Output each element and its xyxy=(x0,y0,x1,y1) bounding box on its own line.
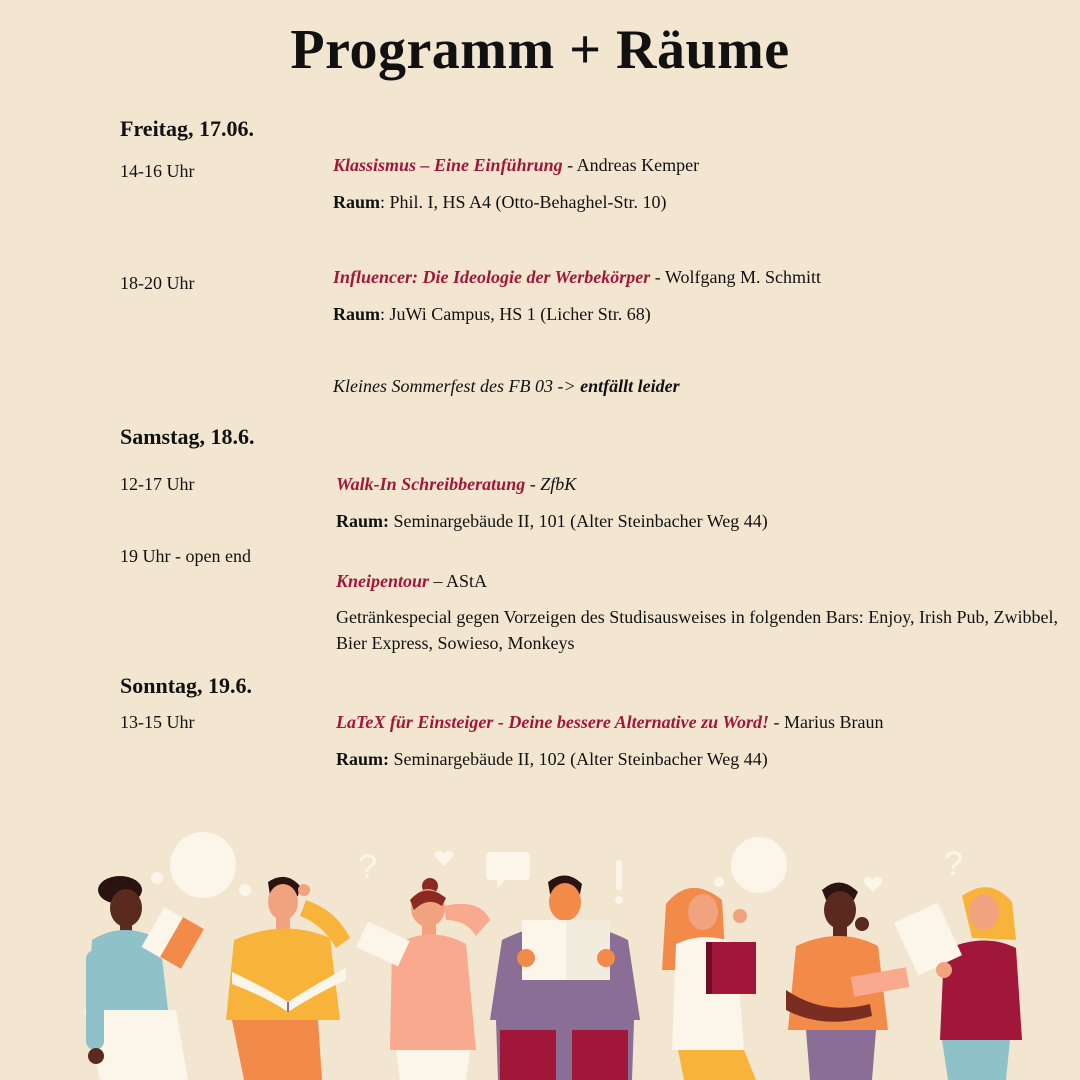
thought-bubble-icon xyxy=(731,837,787,893)
event-speaker: ZfbK xyxy=(540,474,577,494)
note-cancelled: entfällt leider xyxy=(580,376,680,396)
reader-figure xyxy=(84,876,204,1080)
day-heading-sunday: Sonntag, 19.6. xyxy=(120,673,253,698)
readers-illustration xyxy=(0,820,1080,1080)
event-time: 19 Uhr - open end xyxy=(120,546,251,566)
day-heading-friday: Freitag, 17.06. xyxy=(120,116,255,141)
room-value: : JuWi Campus, HS 1 (Licher Str. 68) xyxy=(380,304,651,324)
event-title-line xyxy=(336,474,576,495)
event-title: Klassismus – Eine Einführung xyxy=(333,155,563,175)
reader-figure xyxy=(356,878,490,1080)
heart-icon xyxy=(435,851,453,866)
page-title: Programm + Räume xyxy=(290,19,790,81)
event-title-line xyxy=(333,155,699,176)
thought-bubble-icon xyxy=(170,832,236,898)
reader-figure xyxy=(786,882,909,1080)
heart-icon xyxy=(864,877,882,892)
room-value: Seminargebäude II, 101 (Alter Steinbacher Weg 44) xyxy=(389,511,768,531)
event-time: 14-16 Uhr xyxy=(120,161,195,181)
event-title: Kneipentour xyxy=(336,571,430,591)
event-title-line xyxy=(336,712,884,733)
room-label: Raum xyxy=(333,192,381,212)
event-separator: - xyxy=(562,155,577,175)
event-speaker: Marius Braun xyxy=(784,712,884,732)
event-title: LaTeX für Einsteiger - Deine bessere Alternative zu Word! xyxy=(336,712,770,732)
event-time: 12-17 Uhr xyxy=(120,474,195,494)
event-room-line xyxy=(336,749,768,770)
event-separator: - xyxy=(650,267,665,287)
exclamation-icon xyxy=(616,860,622,890)
event-separator: - xyxy=(525,474,541,494)
event-room-line xyxy=(333,304,651,325)
event-separator: - xyxy=(769,712,785,732)
event-title-line xyxy=(333,267,821,288)
room-label: Raum: xyxy=(336,749,389,769)
event-time: 13-15 Uhr xyxy=(120,712,195,732)
room-label: Raum xyxy=(333,304,381,324)
event-speaker: Andreas Kemper xyxy=(576,155,700,175)
question-mark-icon: ? xyxy=(944,845,963,883)
reader-figure xyxy=(894,887,1022,1080)
event-room-line xyxy=(333,192,667,213)
event-title: Influencer: Die Ideologie der Werbekörper xyxy=(333,267,651,287)
room-value: Seminargebäude II, 102 (Alter Steinbacher Weg 44) xyxy=(389,749,768,769)
event-room-line xyxy=(336,511,768,532)
reader-figure xyxy=(490,875,640,1080)
event-note xyxy=(333,376,680,397)
event-speaker: AStA xyxy=(446,571,488,591)
event-title-line xyxy=(336,571,487,592)
reader-figure xyxy=(662,888,756,1080)
event-speaker: Wolfgang M. Schmitt xyxy=(664,267,822,287)
reader-figure xyxy=(226,877,350,1080)
event-separator: – xyxy=(429,571,447,591)
question-mark-icon: ? xyxy=(358,848,377,886)
event-title: Walk-In Schreibberatung xyxy=(336,474,526,494)
day-heading-saturday: Samstag, 18.6. xyxy=(120,424,255,449)
event-description: Getränkespecial gegen Vorzeigen des Studisausweises in folgenden Bars: Enjoy, Irish Pub, Zwibbel, Bier Express, Sowieso, Monkeys xyxy=(336,607,1059,653)
room-value: : Phil. I, HS A4 (Otto-Behaghel-Str. 10) xyxy=(380,192,667,212)
speech-bubble-icon xyxy=(486,852,530,880)
room-label: Raum: xyxy=(336,511,389,531)
event-time: 18-20 Uhr xyxy=(120,273,195,293)
note-text: Kleines Sommerfest des FB 03 -> xyxy=(333,376,581,396)
